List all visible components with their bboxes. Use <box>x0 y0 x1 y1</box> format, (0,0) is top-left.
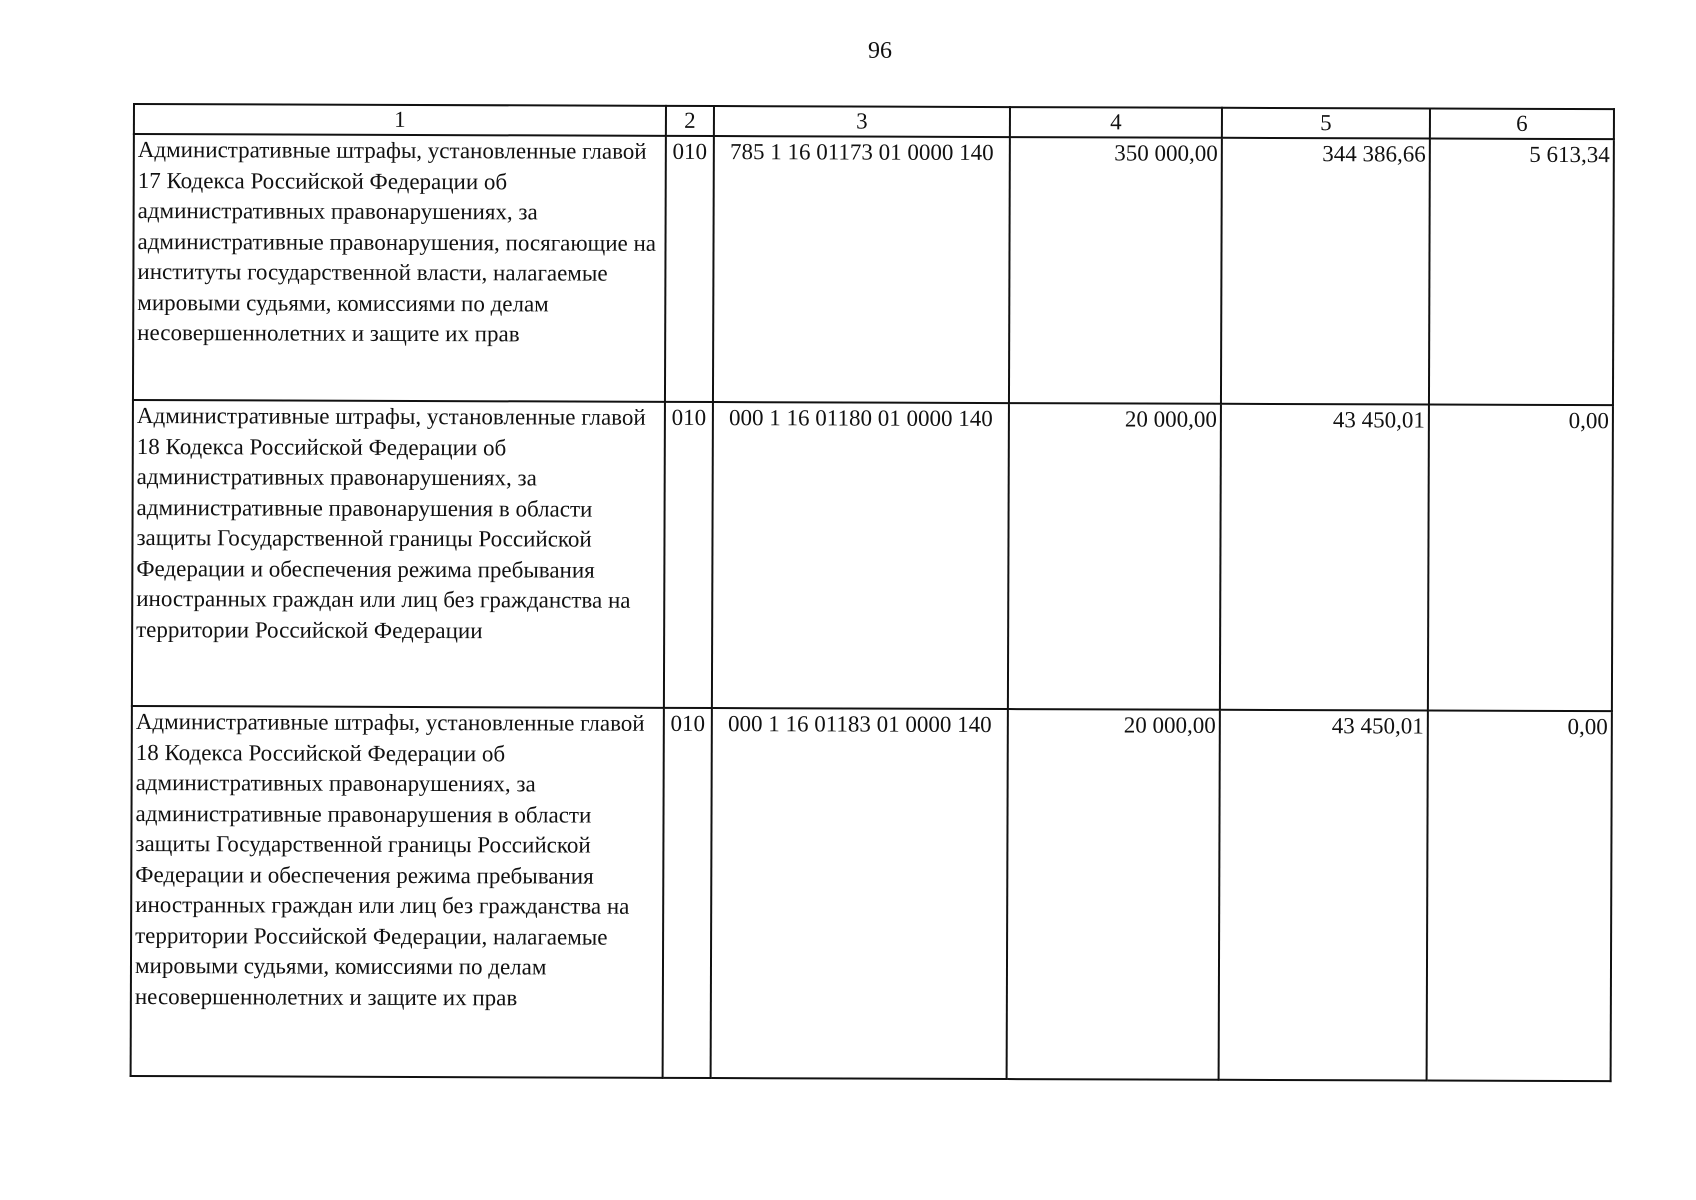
row-col5-value: 43 450,01 <box>1219 710 1428 1081</box>
row-col6-value: 5 613,34 <box>1429 139 1614 406</box>
row-col4-value: 350 000,00 <box>1009 137 1222 404</box>
row-col5-value: 43 450,01 <box>1220 404 1429 711</box>
page-number: 96 <box>868 38 892 64</box>
row-name: Административные штрафы, установленные главой 18 Кодекса Российской Федерации об административных правонарушениях, за административные правонарушения в области защиты Государственной границы Российской Федерации и обеспечения режима пребывания иностранных граждан или лиц без гражданства на территории Российской Федерации <box>132 400 665 708</box>
row-line-code: 010 <box>663 708 712 1078</box>
header-col-4: 4 <box>1010 107 1222 138</box>
row-col4-value: 20 000,00 <box>1007 709 1220 1080</box>
row-col6-value: 0,00 <box>1428 405 1613 712</box>
header-col-3: 3 <box>714 106 1010 137</box>
row-income-code: 785 1 16 01173 01 0000 140 <box>713 136 1010 403</box>
row-col5-value: 344 386,66 <box>1221 138 1430 405</box>
row-income-code: 000 1 16 01180 01 0000 140 <box>712 402 1009 709</box>
row-col6-value: 0,00 <box>1427 711 1612 1082</box>
row-income-code: 000 1 16 01183 01 0000 140 <box>711 708 1008 1079</box>
row-name: Административные штрафы, установленные главой 17 Кодекса Российской Федерации об административных правонарушениях, за административные правонарушения, посягающие на институты государственной власти, налагаемые мировыми судьями, комиссиями по делам несовершеннолетних и защите их прав <box>133 134 666 402</box>
row-col4-value: 20 000,00 <box>1008 403 1221 710</box>
row-name: Административные штрафы, установленные главой 18 Кодекса Российской Федерации об административных правонарушениях, за административные правонарушения в области защиты Государственной границы Российской Федерации и обеспечения режима пребывания иностранных граждан или лиц без гражданства на территории Российской Федерации, налагаемые мировыми судьями, комиссиями по делам несовершеннолетних и защите их прав <box>131 706 664 1078</box>
table-container <box>130 103 1613 1082</box>
header-col-5: 5 <box>1222 108 1430 139</box>
table-row <box>133 134 1614 405</box>
row-line-code: 010 <box>665 136 714 402</box>
table-row <box>132 400 1613 711</box>
header-col-6: 6 <box>1430 109 1614 140</box>
report-table <box>130 103 1615 1082</box>
row-line-code: 010 <box>664 402 713 708</box>
table-row <box>131 706 1612 1081</box>
header-col-1: 1 <box>134 104 666 136</box>
header-col-2: 2 <box>666 106 714 136</box>
